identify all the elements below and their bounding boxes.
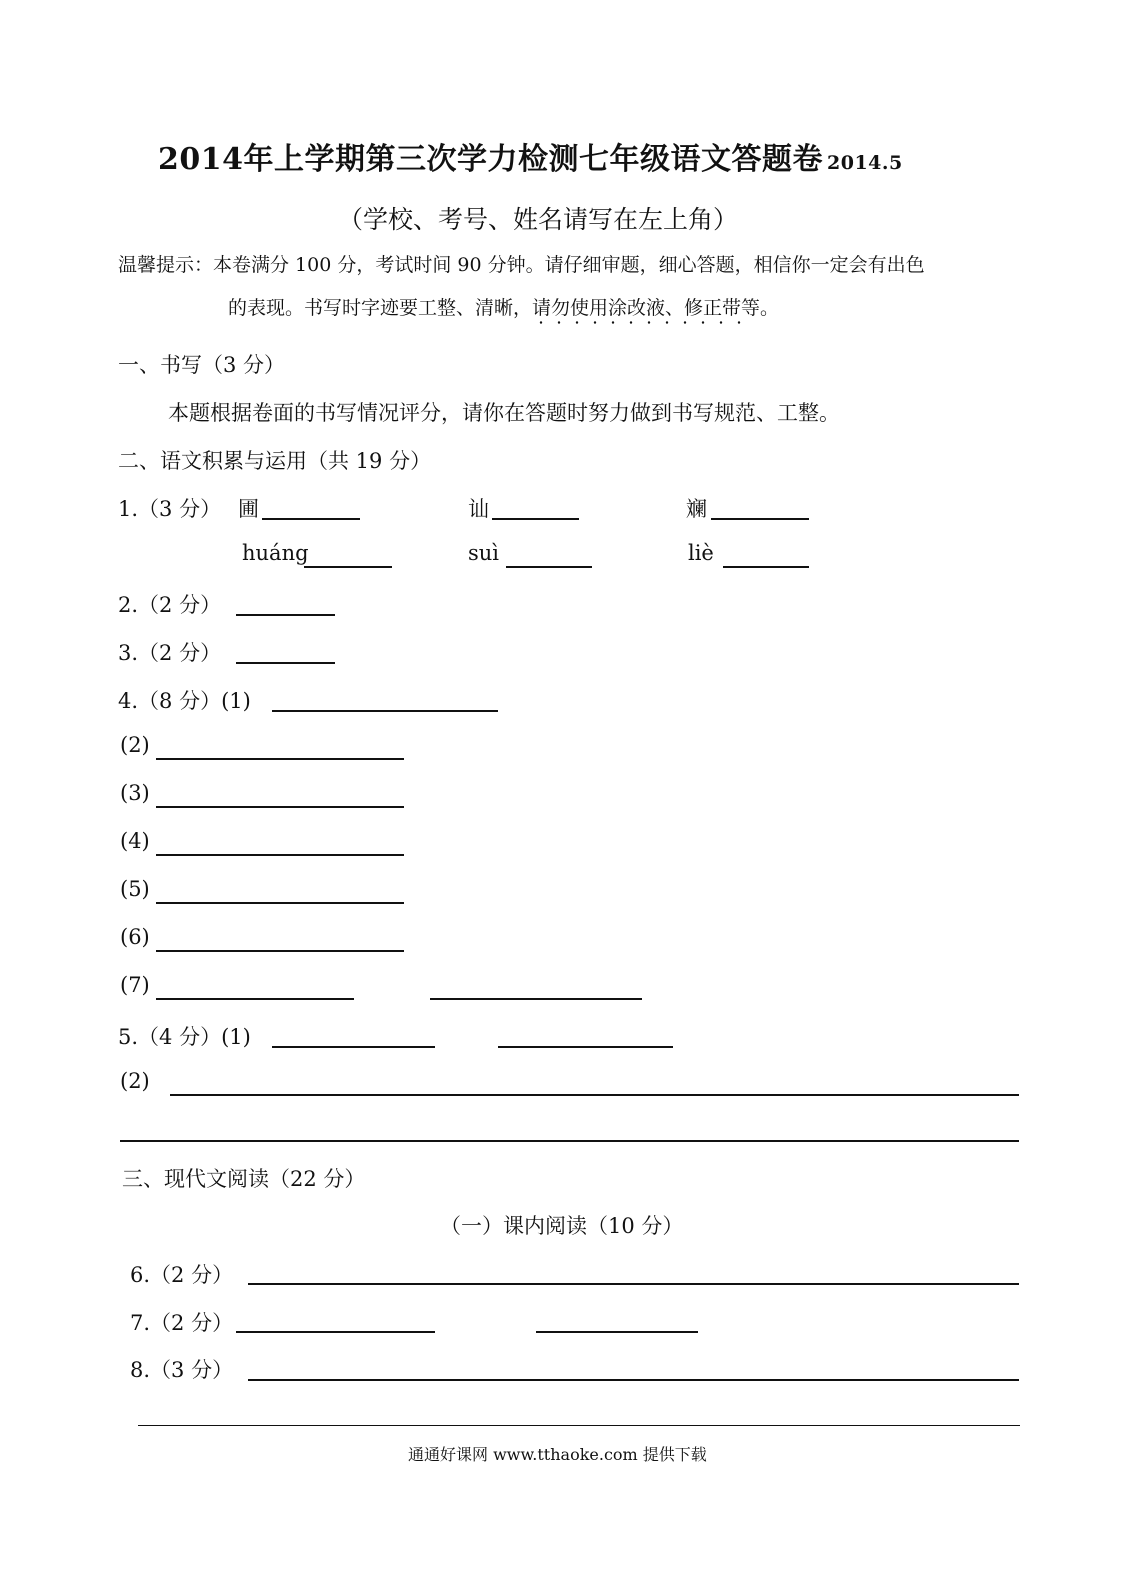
q4-item-6: (6) xyxy=(120,925,150,949)
q1-blank-6[interactable] xyxy=(723,566,809,568)
q8-label: 8.（3 分） xyxy=(130,1358,234,1382)
q1-blank-4[interactable] xyxy=(304,566,392,568)
q3-blank[interactable] xyxy=(236,662,335,664)
q5-blank-3[interactable] xyxy=(120,1140,1019,1142)
q1-label: 1.（3 分） xyxy=(118,497,222,521)
section2-heading: 二、语文积累与运用（共 19 分） xyxy=(118,449,432,473)
q2-blank[interactable] xyxy=(236,614,335,616)
section1-text: 本题根据卷面的书写情况评分，请你在答题时努力做到书写规范、工整。 xyxy=(168,401,840,425)
q4-blank-7a[interactable] xyxy=(156,998,354,1000)
q4-blank-3[interactable] xyxy=(156,806,404,808)
title-date: 2014.5 xyxy=(827,152,903,174)
note-emphasis: 请勿使用涂改液、修正带 xyxy=(532,297,741,325)
q4-item-3: (3) xyxy=(120,781,150,805)
q5-item-2: (2) xyxy=(120,1069,150,1093)
q1-pinyin-3: liè xyxy=(688,541,714,565)
note-line-2a: 的表现。书写时字迹要工整、清晰， xyxy=(228,297,533,319)
q1-blank-3[interactable] xyxy=(711,518,809,520)
q4-blank-6[interactable] xyxy=(156,950,404,952)
page-title xyxy=(158,134,903,178)
q4-blank-2[interactable] xyxy=(156,758,404,760)
q7-blank-a[interactable] xyxy=(236,1331,435,1333)
q5-blank-1a[interactable] xyxy=(272,1046,435,1048)
section3-subheading: （一）课内阅读（10 分） xyxy=(440,1214,684,1238)
q4-label: 4.（8 分）(1) xyxy=(118,689,251,713)
q5-blank-2[interactable] xyxy=(170,1094,1019,1096)
q8-blank[interactable] xyxy=(248,1379,1019,1381)
q1-char-1: 圃 xyxy=(238,497,259,521)
note-line-1: 温馨提示：本卷满分 100 分，考试时间 90 分钟。请仔细审题，细心答题，相信你一定会有出色 xyxy=(118,254,925,276)
q7-label: 7.（2 分） xyxy=(130,1311,234,1335)
footer-divider xyxy=(138,1425,1020,1426)
title-text: 2014年上学期第三次学力检测七年级语文答题卷 xyxy=(158,142,823,177)
q6-blank[interactable] xyxy=(248,1283,1019,1285)
q1-blank-1[interactable] xyxy=(262,518,360,520)
q1-pinyin-2: suì xyxy=(468,541,500,565)
subtitle: （学校、考号、姓名请写在左上角） xyxy=(338,205,739,234)
q4-item-4: (4) xyxy=(120,829,150,853)
q4-item-5: (5) xyxy=(120,877,150,901)
q1-pinyin-1: huáng xyxy=(242,541,309,565)
q3-label: 3.（2 分） xyxy=(118,641,222,665)
q2-label: 2.（2 分） xyxy=(118,593,222,617)
q5-label: 5.（4 分）(1) xyxy=(118,1025,251,1049)
q4-item-7: (7) xyxy=(120,973,150,997)
section3-heading: 三、现代文阅读（22 分） xyxy=(122,1167,366,1191)
q1-blank-5[interactable] xyxy=(506,566,592,568)
q4-blank-5[interactable] xyxy=(156,902,404,904)
q4-item-2: (2) xyxy=(120,733,150,757)
section1-heading: 一、书写（3 分） xyxy=(118,353,286,377)
q7-blank-b[interactable] xyxy=(536,1331,698,1333)
q4-blank-7b[interactable] xyxy=(430,998,642,1000)
footer-text: 通通好课网 www.tthaoke.com 提供下载 xyxy=(408,1445,707,1464)
q4-blank-4[interactable] xyxy=(156,854,404,856)
q5-blank-1b[interactable] xyxy=(498,1046,673,1048)
q1-char-2: 讪 xyxy=(468,497,489,521)
q6-label: 6.（2 分） xyxy=(130,1263,234,1287)
q4-blank-1[interactable] xyxy=(272,710,498,712)
note-line-2c: 等。 xyxy=(741,297,780,319)
q1-blank-2[interactable] xyxy=(492,518,579,520)
note-line-2 xyxy=(228,293,779,320)
q1-char-3: 斓 xyxy=(686,497,707,521)
